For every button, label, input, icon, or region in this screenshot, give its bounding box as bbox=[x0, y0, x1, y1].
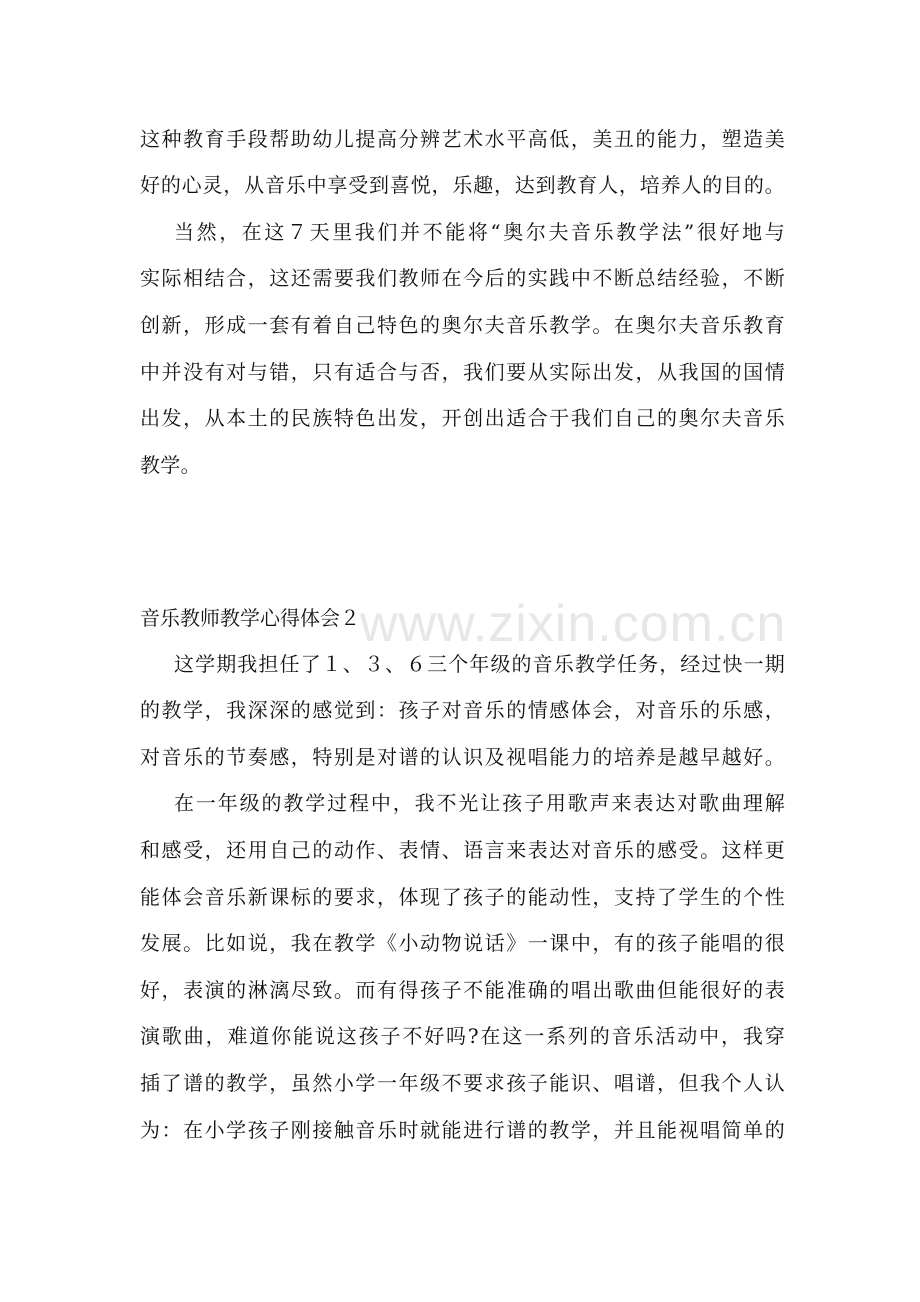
paragraph-line: 在一年级的教学过程中，我不光让孩子用歌声来表达对歌曲理解 bbox=[174, 791, 785, 815]
paragraph-line: 对音乐的节奏感，特别是对谱的认识及视唱能力的培养是越早越好。 bbox=[140, 745, 785, 769]
paragraph-line: 好的心灵，从音乐中享受到喜悦，乐趣，达到教育人，培养人的目的。 bbox=[140, 173, 785, 197]
paragraph-line: 教学。 bbox=[140, 453, 201, 477]
section-heading: 音乐教师教学心得体会２ bbox=[140, 606, 360, 630]
watermark-text: www.zixin.com.cn bbox=[360, 595, 787, 653]
paragraph-line: 中并没有对与错，只有适合与否，我们要从实际出发，从我国的国情 bbox=[140, 360, 785, 384]
paragraph-line: 创新，形成一套有着自己特色的奥尔夫音乐教学。在奥尔夫音乐教育 bbox=[140, 313, 785, 337]
paragraph-line: 这种教育手段帮助幼儿提高分辨艺术水平高低，美丑的能力，塑造美 bbox=[140, 127, 785, 151]
paragraph-line: 实际相结合，这还需要我们教师在今后的实践中不断总结经验，不断 bbox=[140, 266, 785, 290]
paragraph-line: 发展。比如说，我在教学《小动物说话》一课中，有的孩子能唱的很 bbox=[140, 931, 785, 955]
paragraph-line: 出发，从本土的民族特色出发，开创出适合于我们自己的奥尔夫音乐 bbox=[140, 406, 785, 430]
paragraph-line: 的教学，我深深的感觉到：孩子对音乐的情感体会，对音乐的乐感， bbox=[140, 698, 785, 722]
paragraph-line: 和感受，还用自己的动作、表情、语言来表达对音乐的感受。这样更 bbox=[140, 838, 785, 862]
paragraph-line: 这学期我担任了１、３、６三个年级的音乐教学任务，经过快一期 bbox=[174, 652, 785, 676]
paragraph-line: 插了谱的教学，虽然小学一年级不要求孩子能识、唱谱，但我个人认 bbox=[140, 1071, 785, 1095]
paragraph-line: 好，表演的淋漓尽致。而有得孩子不能准确的唱出歌曲但能很好的表 bbox=[140, 978, 785, 1002]
paragraph-line: 演歌曲，难道你能说这孩子不好吗?在这一系列的音乐活动中，我穿 bbox=[140, 1024, 785, 1048]
paragraph-line: 能体会音乐新课标的要求，体现了孩子的能动性，支持了学生的个性 bbox=[140, 885, 785, 909]
paragraph-line: 为：在小学孩子刚接触音乐时就能进行谱的教学，并且能视唱简单的 bbox=[140, 1118, 785, 1142]
paragraph-line: 当然，在这７天里我们并不能将“奥尔夫音乐教学法”很好地与 bbox=[174, 220, 785, 244]
